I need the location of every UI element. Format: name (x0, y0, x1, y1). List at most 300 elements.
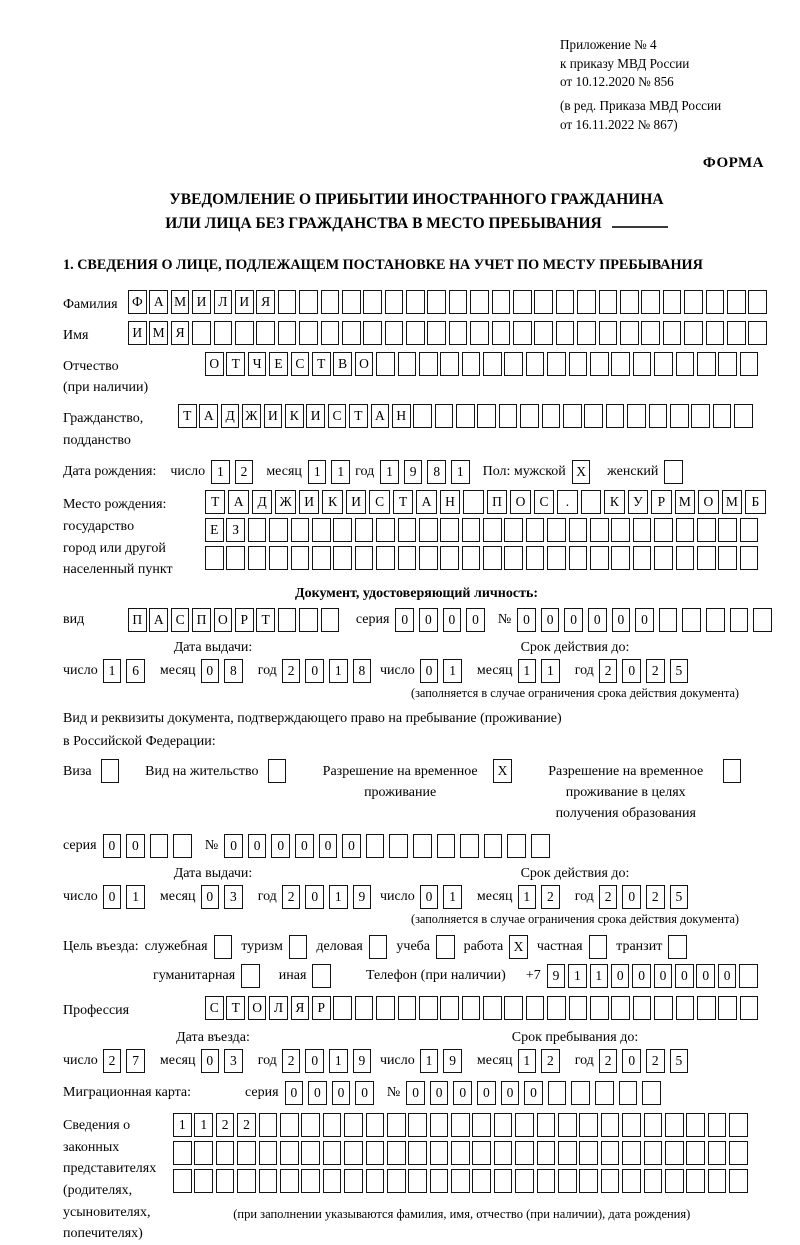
char-cell[interactable] (727, 321, 746, 345)
char-cell[interactable] (437, 834, 456, 858)
char-cell[interactable] (659, 608, 678, 632)
char-cell[interactable] (344, 1113, 363, 1137)
char-cell[interactable]: 0 (395, 608, 414, 632)
char-cell[interactable] (748, 290, 767, 314)
char-cell[interactable] (579, 1141, 598, 1165)
char-cell[interactable]: И (346, 490, 366, 514)
char-cell[interactable] (355, 996, 374, 1020)
char-cell[interactable] (504, 546, 523, 570)
purpose-work-checkbox[interactable]: X (509, 935, 528, 959)
char-cell[interactable] (483, 546, 502, 570)
char-cell[interactable] (531, 834, 550, 858)
char-cell[interactable] (366, 834, 385, 858)
char-cell[interactable] (342, 290, 361, 314)
char-cell[interactable]: 1 (103, 659, 122, 683)
char-cell[interactable] (214, 321, 233, 345)
char-cell[interactable] (633, 518, 652, 542)
char-cell[interactable] (462, 352, 481, 376)
char-cell[interactable]: Д (221, 404, 240, 428)
char-cell[interactable] (590, 518, 609, 542)
char-cell[interactable] (537, 1169, 556, 1193)
char-cell[interactable]: С (205, 996, 224, 1020)
char-cell[interactable] (547, 546, 566, 570)
char-cell[interactable] (729, 1169, 748, 1193)
char-cell[interactable] (321, 608, 340, 632)
char-cell[interactable] (713, 404, 732, 428)
char-cell[interactable] (620, 290, 639, 314)
char-cell[interactable] (470, 290, 489, 314)
char-cell[interactable]: 6 (126, 659, 145, 683)
char-cell[interactable]: Ф (128, 290, 147, 314)
char-cell[interactable]: 2 (599, 659, 618, 683)
char-cell[interactable] (301, 1141, 320, 1165)
char-cell[interactable] (408, 1169, 427, 1193)
char-cell[interactable] (413, 404, 432, 428)
purpose-study-checkbox[interactable] (436, 935, 455, 959)
char-cell[interactable] (472, 1169, 491, 1193)
char-cell[interactable] (740, 996, 759, 1020)
char-cell[interactable] (590, 352, 609, 376)
char-cell[interactable]: 8 (353, 659, 372, 683)
char-cell[interactable] (419, 546, 438, 570)
char-cell[interactable] (291, 518, 310, 542)
char-cell[interactable] (259, 1113, 278, 1137)
char-cell[interactable]: 2 (282, 885, 301, 909)
char-cell[interactable] (548, 1081, 567, 1105)
char-cell[interactable]: Ч (248, 352, 267, 376)
char-cell[interactable]: 0 (295, 834, 314, 858)
char-cell[interactable]: 8 (224, 659, 243, 683)
char-cell[interactable] (321, 321, 340, 345)
char-cell[interactable]: 2 (282, 1049, 301, 1073)
char-cell[interactable]: 9 (353, 1049, 372, 1073)
char-cell[interactable]: 0 (319, 834, 338, 858)
char-cell[interactable] (663, 290, 682, 314)
char-cell[interactable] (385, 321, 404, 345)
char-cell[interactable]: С (534, 490, 554, 514)
char-cell[interactable] (301, 1169, 320, 1193)
char-cell[interactable]: Т (226, 352, 245, 376)
char-cell[interactable]: 2 (216, 1113, 235, 1137)
char-cell[interactable]: Т (256, 608, 275, 632)
char-cell[interactable]: 0 (308, 1081, 327, 1105)
char-cell[interactable] (577, 290, 596, 314)
char-cell[interactable]: 0 (305, 885, 324, 909)
char-cell[interactable] (734, 404, 753, 428)
char-cell[interactable]: Р (312, 996, 331, 1020)
char-cell[interactable] (408, 1141, 427, 1165)
char-cell[interactable] (259, 1169, 278, 1193)
char-cell[interactable] (649, 404, 668, 428)
char-cell[interactable]: 2 (646, 659, 665, 683)
char-cell[interactable]: 0 (201, 659, 220, 683)
char-cell[interactable] (740, 518, 759, 542)
purpose-commercial-checkbox[interactable] (369, 935, 388, 959)
char-cell[interactable]: 0 (355, 1081, 374, 1105)
char-cell[interactable] (515, 1141, 534, 1165)
char-cell[interactable]: Т (393, 490, 413, 514)
char-cell[interactable] (299, 608, 318, 632)
char-cell[interactable]: Е (269, 352, 288, 376)
purpose-transit-checkbox[interactable] (668, 935, 687, 959)
char-cell[interactable]: И (299, 490, 319, 514)
char-cell[interactable] (419, 996, 438, 1020)
char-cell[interactable]: Т (178, 404, 197, 428)
char-cell[interactable] (670, 404, 689, 428)
char-cell[interactable] (665, 1169, 684, 1193)
char-cell[interactable]: О (205, 352, 224, 376)
char-cell[interactable]: И (128, 321, 147, 345)
char-cell[interactable]: 7 (126, 1049, 145, 1073)
char-cell[interactable]: М (171, 290, 190, 314)
char-cell[interactable] (462, 996, 481, 1020)
char-cell[interactable]: 1 (329, 1049, 348, 1073)
char-cell[interactable]: 2 (103, 1049, 122, 1073)
char-cell[interactable] (237, 1169, 256, 1193)
char-cell[interactable]: 0 (632, 964, 651, 988)
char-cell[interactable] (333, 546, 352, 570)
char-cell[interactable]: 0 (406, 1081, 425, 1105)
char-cell[interactable] (633, 352, 652, 376)
char-cell[interactable] (504, 352, 523, 376)
char-cell[interactable]: А (416, 490, 436, 514)
temp-residence-checkbox[interactable]: X (493, 759, 512, 783)
char-cell[interactable]: С (291, 352, 310, 376)
char-cell[interactable]: 0 (201, 1049, 220, 1073)
char-cell[interactable]: М (722, 490, 742, 514)
char-cell[interactable] (590, 996, 609, 1020)
char-cell[interactable]: 0 (718, 964, 737, 988)
char-cell[interactable] (451, 1113, 470, 1137)
char-cell[interactable]: Я (256, 290, 275, 314)
char-cell[interactable] (654, 518, 673, 542)
char-cell[interactable]: 0 (541, 608, 560, 632)
char-cell[interactable] (494, 1169, 513, 1193)
char-cell[interactable] (427, 321, 446, 345)
char-cell[interactable] (398, 352, 417, 376)
char-cell[interactable]: 0 (635, 608, 654, 632)
char-cell[interactable] (706, 608, 725, 632)
char-cell[interactable]: 1 (541, 659, 560, 683)
char-cell[interactable] (483, 518, 502, 542)
char-cell[interactable]: 2 (282, 659, 301, 683)
char-cell[interactable] (686, 1113, 705, 1137)
char-cell[interactable]: 0 (477, 1081, 496, 1105)
char-cell[interactable]: Р (235, 608, 254, 632)
char-cell[interactable]: 0 (675, 964, 694, 988)
char-cell[interactable] (718, 546, 737, 570)
char-cell[interactable]: 0 (420, 659, 439, 683)
char-cell[interactable]: Н (440, 490, 460, 514)
char-cell[interactable] (606, 404, 625, 428)
char-cell[interactable]: М (675, 490, 695, 514)
char-cell[interactable]: 0 (126, 834, 145, 858)
char-cell[interactable] (321, 290, 340, 314)
char-cell[interactable]: 2 (599, 885, 618, 909)
char-cell[interactable] (642, 1081, 661, 1105)
char-cell[interactable] (507, 834, 526, 858)
char-cell[interactable] (644, 1113, 663, 1137)
char-cell[interactable]: О (214, 608, 233, 632)
char-cell[interactable]: 0 (285, 1081, 304, 1105)
char-cell[interactable] (440, 352, 459, 376)
char-cell[interactable]: 0 (696, 964, 715, 988)
char-cell[interactable] (173, 1169, 192, 1193)
char-cell[interactable] (419, 352, 438, 376)
char-cell[interactable] (194, 1169, 213, 1193)
char-cell[interactable] (740, 546, 759, 570)
char-cell[interactable] (259, 1141, 278, 1165)
char-cell[interactable] (581, 490, 601, 514)
char-cell[interactable]: 0 (524, 1081, 543, 1105)
char-cell[interactable] (323, 1169, 342, 1193)
char-cell[interactable] (389, 834, 408, 858)
char-cell[interactable]: 0 (622, 885, 641, 909)
char-cell[interactable] (344, 1141, 363, 1165)
char-cell[interactable] (697, 546, 716, 570)
char-cell[interactable]: 9 (353, 885, 372, 909)
char-cell[interactable]: О (698, 490, 718, 514)
char-cell[interactable]: И (264, 404, 283, 428)
char-cell[interactable]: О (355, 352, 374, 376)
char-cell[interactable]: 1 (380, 460, 399, 484)
char-cell[interactable] (226, 546, 245, 570)
purpose-humanitarian-checkbox[interactable] (241, 964, 260, 988)
char-cell[interactable]: 0 (564, 608, 583, 632)
char-cell[interactable]: А (371, 404, 390, 428)
char-cell[interactable]: Л (269, 996, 288, 1020)
char-cell[interactable] (494, 1141, 513, 1165)
char-cell[interactable] (462, 546, 481, 570)
char-cell[interactable] (333, 996, 352, 1020)
char-cell[interactable] (682, 608, 701, 632)
char-cell[interactable]: Ж (242, 404, 261, 428)
char-cell[interactable]: 1 (211, 460, 230, 484)
char-cell[interactable] (590, 546, 609, 570)
char-cell[interactable] (577, 321, 596, 345)
char-cell[interactable]: 0 (201, 885, 220, 909)
char-cell[interactable] (462, 518, 481, 542)
char-cell[interactable]: А (149, 290, 168, 314)
char-cell[interactable] (730, 608, 749, 632)
char-cell[interactable] (419, 518, 438, 542)
char-cell[interactable]: 0 (443, 608, 462, 632)
char-cell[interactable] (355, 546, 374, 570)
char-cell[interactable]: Я (171, 321, 190, 345)
char-cell[interactable] (248, 546, 267, 570)
char-cell[interactable]: 0 (419, 608, 438, 632)
temp-residence-education-checkbox[interactable] (723, 759, 742, 783)
char-cell[interactable] (569, 352, 588, 376)
char-cell[interactable]: 0 (224, 834, 243, 858)
char-cell[interactable] (611, 352, 630, 376)
char-cell[interactable]: 1 (126, 885, 145, 909)
char-cell[interactable] (398, 518, 417, 542)
char-cell[interactable]: 2 (646, 1049, 665, 1073)
char-cell[interactable] (472, 1141, 491, 1165)
char-cell[interactable] (216, 1169, 235, 1193)
char-cell[interactable] (569, 546, 588, 570)
char-cell[interactable] (622, 1141, 641, 1165)
char-cell[interactable]: 1 (443, 885, 462, 909)
char-cell[interactable] (150, 834, 169, 858)
char-cell[interactable] (173, 1141, 192, 1165)
char-cell[interactable] (611, 546, 630, 570)
char-cell[interactable] (483, 996, 502, 1020)
char-cell[interactable] (366, 1141, 385, 1165)
char-cell[interactable] (363, 290, 382, 314)
char-cell[interactable] (534, 321, 553, 345)
char-cell[interactable] (299, 321, 318, 345)
char-cell[interactable]: А (228, 490, 248, 514)
char-cell[interactable] (278, 321, 297, 345)
char-cell[interactable] (684, 321, 703, 345)
char-cell[interactable]: 2 (541, 885, 560, 909)
char-cell[interactable] (708, 1169, 727, 1193)
char-cell[interactable]: У (628, 490, 648, 514)
char-cell[interactable]: 0 (103, 885, 122, 909)
char-cell[interactable] (376, 996, 395, 1020)
char-cell[interactable]: 2 (235, 460, 254, 484)
char-cell[interactable]: П (192, 608, 211, 632)
char-cell[interactable]: 0 (248, 834, 267, 858)
char-cell[interactable] (676, 996, 695, 1020)
char-cell[interactable] (387, 1113, 406, 1137)
char-cell[interactable]: 1 (329, 885, 348, 909)
char-cell[interactable] (440, 546, 459, 570)
char-cell[interactable] (526, 518, 545, 542)
char-cell[interactable]: Я (291, 996, 310, 1020)
char-cell[interactable]: В (333, 352, 352, 376)
char-cell[interactable]: 0 (305, 1049, 324, 1073)
char-cell[interactable]: 1 (451, 460, 470, 484)
char-cell[interactable] (192, 321, 211, 345)
char-cell[interactable]: 3 (224, 1049, 243, 1073)
char-cell[interactable] (430, 1141, 449, 1165)
purpose-other-checkbox[interactable] (312, 964, 331, 988)
char-cell[interactable] (376, 352, 395, 376)
char-cell[interactable] (492, 321, 511, 345)
char-cell[interactable] (515, 1169, 534, 1193)
char-cell[interactable] (697, 996, 716, 1020)
char-cell[interactable]: 0 (501, 1081, 520, 1105)
char-cell[interactable] (366, 1113, 385, 1137)
char-cell[interactable]: Р (651, 490, 671, 514)
char-cell[interactable] (333, 518, 352, 542)
char-cell[interactable] (537, 1141, 556, 1165)
char-cell[interactable] (484, 834, 503, 858)
char-cell[interactable]: 0 (430, 1081, 449, 1105)
char-cell[interactable] (676, 546, 695, 570)
char-cell[interactable] (547, 996, 566, 1020)
char-cell[interactable]: 1 (329, 659, 348, 683)
char-cell[interactable]: 2 (646, 885, 665, 909)
char-cell[interactable] (280, 1141, 299, 1165)
char-cell[interactable] (278, 608, 297, 632)
char-cell[interactable]: 0 (622, 659, 641, 683)
char-cell[interactable] (558, 1113, 577, 1137)
char-cell[interactable] (727, 290, 746, 314)
char-cell[interactable]: Т (312, 352, 331, 376)
char-cell[interactable] (579, 1169, 598, 1193)
char-cell[interactable] (280, 1113, 299, 1137)
char-cell[interactable]: З (226, 518, 245, 542)
char-cell[interactable]: 0 (271, 834, 290, 858)
char-cell[interactable] (739, 964, 758, 988)
char-cell[interactable] (686, 1141, 705, 1165)
char-cell[interactable] (499, 404, 518, 428)
char-cell[interactable] (427, 290, 446, 314)
char-cell[interactable]: 0 (103, 834, 122, 858)
char-cell[interactable]: Л (214, 290, 233, 314)
char-cell[interactable] (451, 1141, 470, 1165)
char-cell[interactable] (342, 321, 361, 345)
char-cell[interactable]: 0 (453, 1081, 472, 1105)
char-cell[interactable] (569, 996, 588, 1020)
char-cell[interactable] (526, 352, 545, 376)
char-cell[interactable] (387, 1141, 406, 1165)
char-cell[interactable]: 1 (443, 659, 462, 683)
char-cell[interactable]: И (235, 290, 254, 314)
char-cell[interactable] (237, 1141, 256, 1165)
char-cell[interactable] (504, 996, 523, 1020)
char-cell[interactable]: 5 (670, 1049, 689, 1073)
char-cell[interactable]: М (149, 321, 168, 345)
char-cell[interactable]: 9 (443, 1049, 462, 1073)
char-cell[interactable]: 1 (590, 964, 609, 988)
char-cell[interactable] (718, 518, 737, 542)
char-cell[interactable] (569, 518, 588, 542)
char-cell[interactable]: А (149, 608, 168, 632)
char-cell[interactable] (205, 546, 224, 570)
char-cell[interactable]: Е (205, 518, 224, 542)
char-cell[interactable] (460, 834, 479, 858)
char-cell[interactable]: 9 (404, 460, 423, 484)
char-cell[interactable] (470, 321, 489, 345)
char-cell[interactable] (269, 546, 288, 570)
char-cell[interactable]: 5 (670, 659, 689, 683)
char-cell[interactable] (366, 1169, 385, 1193)
char-cell[interactable]: 1 (308, 460, 327, 484)
char-cell[interactable] (622, 1169, 641, 1193)
char-cell[interactable] (449, 321, 468, 345)
char-cell[interactable]: 0 (305, 659, 324, 683)
char-cell[interactable]: О (248, 996, 267, 1020)
char-cell[interactable] (644, 1141, 663, 1165)
char-cell[interactable]: 1 (518, 885, 537, 909)
char-cell[interactable] (601, 1113, 620, 1137)
char-cell[interactable] (558, 1169, 577, 1193)
char-cell[interactable] (312, 546, 331, 570)
char-cell[interactable] (385, 290, 404, 314)
char-cell[interactable]: Б (745, 490, 765, 514)
char-cell[interactable]: 8 (427, 460, 446, 484)
char-cell[interactable] (601, 1169, 620, 1193)
char-cell[interactable]: П (128, 608, 147, 632)
char-cell[interactable] (686, 1169, 705, 1193)
char-cell[interactable] (430, 1169, 449, 1193)
char-cell[interactable] (697, 352, 716, 376)
char-cell[interactable] (654, 546, 673, 570)
char-cell[interactable] (579, 1113, 598, 1137)
char-cell[interactable] (483, 352, 502, 376)
char-cell[interactable]: 1 (518, 1049, 537, 1073)
char-cell[interactable] (706, 290, 725, 314)
residence-permit-checkbox[interactable] (268, 759, 287, 783)
char-cell[interactable] (556, 290, 575, 314)
char-cell[interactable]: 0 (622, 1049, 641, 1073)
char-cell[interactable] (492, 290, 511, 314)
